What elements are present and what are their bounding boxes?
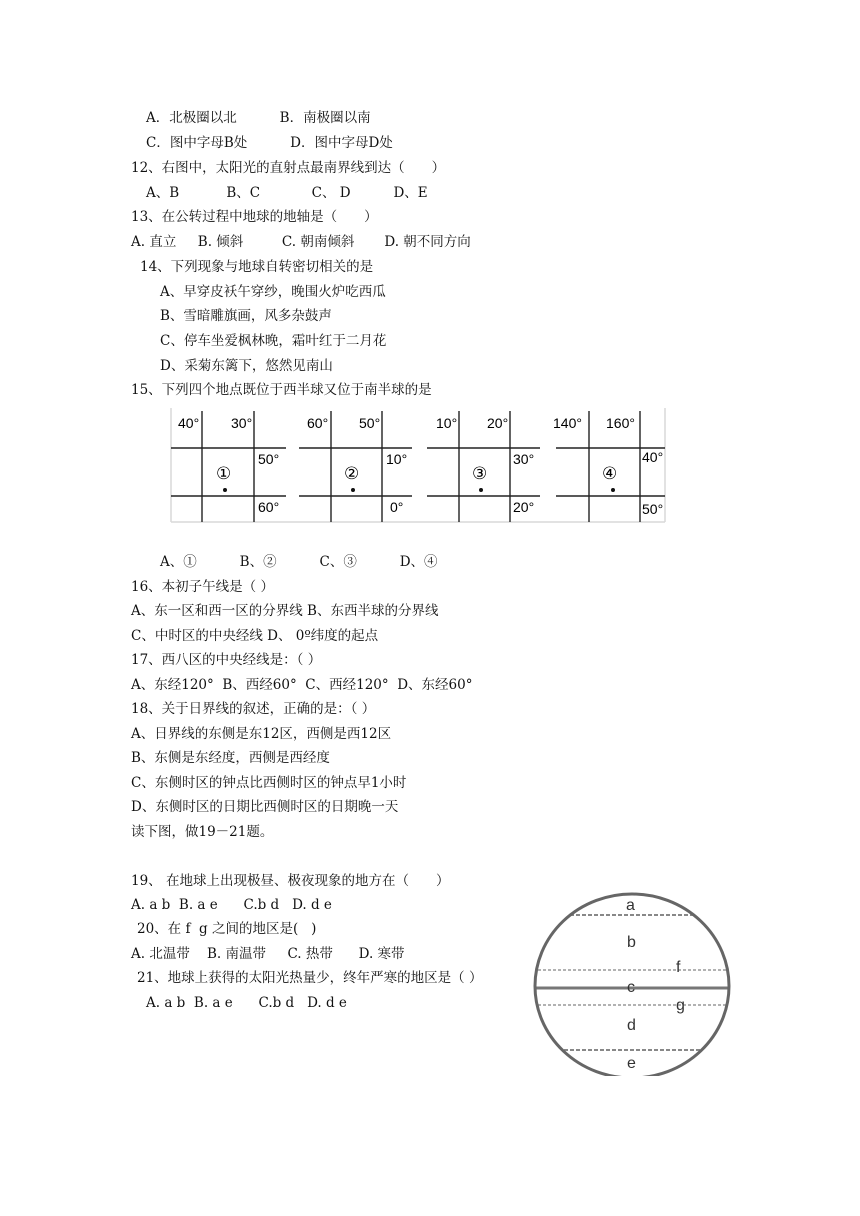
lon-label: 30° [231, 415, 253, 431]
lat-label: 40° [642, 449, 664, 465]
lon-label: 20° [487, 415, 509, 431]
lon-label: 160° [606, 415, 635, 431]
option-line: A. 直立 B. 倾斜 C. 朝南倾斜 D. 朝不同方向 [131, 234, 471, 250]
option-line: A. a b B. a e C.b d D. d e [131, 897, 332, 913]
option-line: D、东侧时区的日期比西侧时区的日期晚一天 [131, 799, 399, 815]
option-line: A．北极圈以北 B．南极圈以南 [146, 110, 371, 126]
point-label: ① [216, 464, 232, 483]
question-19: 19、 在地球上出现极昼、极夜现象的地方在（ ） [131, 873, 450, 889]
zone-label-a: a [626, 897, 635, 914]
lat-label: 0° [390, 499, 404, 515]
question-13: 13、在公转过程中地球的地轴是（ ） [131, 209, 378, 225]
zone-label-c: c [627, 979, 635, 996]
question-20: 20、在 f g 之间的地区是( ) [137, 921, 317, 937]
lat-label: 20° [513, 499, 535, 515]
zone-label-f: f [676, 959, 681, 976]
option-line: B、雪暗雕旗画，风多杂鼓声 [160, 308, 332, 324]
lon-label: 140° [553, 415, 582, 431]
point-label: ④ [602, 464, 618, 483]
option-line: A. 北温带 B. 南温带 C. 热带 D. 寒带 [131, 946, 405, 962]
lon-label: 50° [359, 415, 381, 431]
lat-label: 10° [386, 451, 408, 467]
option-line: A、日界线的东侧是东12区，西侧是西12区 [131, 726, 392, 742]
option-line: A. a b B. a e C.b d D. d e [146, 995, 347, 1011]
point-marker [223, 488, 227, 492]
question-14: 14、下列现象与地球自转密切相关的是 [140, 259, 374, 275]
point-label: ③ [472, 464, 488, 483]
globe-diagram [528, 890, 734, 1076]
question-12: 12、右图中，太阳光的直射点最南界线到达（ ） [131, 160, 446, 176]
option-line: C．图中字母B处 D．图中字母D处 [146, 135, 393, 151]
option-line: A、早穿皮袄午穿纱，晚围火炉吃西瓜 [160, 284, 386, 300]
point-marker [351, 488, 355, 492]
option-line: A、B B、C C、 D D、E [146, 185, 428, 201]
instruction-line: 读下图，做19－21题。 [131, 824, 274, 840]
lon-label: 10° [436, 415, 458, 431]
option-line: A、东一区和西一区的分界线 B、东西半球的分界线 [131, 603, 439, 619]
zone-label-e: e [627, 1055, 636, 1072]
zone-label-g: g [676, 997, 685, 1014]
point-marker [611, 488, 615, 492]
lon-label: 40° [178, 415, 200, 431]
option-line: A、① B、② C、③ D、④ [160, 554, 438, 570]
zone-label-d: d [627, 1017, 636, 1034]
question-16: 16、本初子午线是（ ） [131, 579, 274, 595]
option-line: A、东经120° B、西经60° C、西经120° D、东经60° [131, 677, 473, 693]
point-marker [479, 488, 483, 492]
lon-label: 60° [307, 415, 329, 431]
point-label: ② [344, 464, 360, 483]
question-18: 18、关于日界线的叙述，正确的是：（ ） [131, 701, 376, 717]
zone-label-b: b [627, 934, 636, 951]
lat-label: 30° [513, 451, 535, 467]
option-line: C、停车坐爱枫林晚，霜叶红于二月花 [160, 333, 387, 349]
latlon-grid-figure [168, 406, 668, 526]
lat-label: 50° [258, 451, 280, 467]
lat-label: 50° [642, 501, 664, 517]
option-line: C、中时区的中央经线 D、 0º纬度的起点 [131, 628, 379, 644]
option-line: B、东侧是东经度，西侧是西经度 [131, 750, 330, 766]
option-line: D、采菊东篱下，悠然见南山 [160, 358, 333, 374]
option-line: C、东侧时区的钟点比西侧时区的钟点早1小时 [131, 775, 407, 791]
question-21: 21、地球上获得的太阳光热量少，终年严寒的地区是（ ） [137, 970, 483, 986]
question-15: 15、下列四个地点既位于西半球又位于南半球的是 [131, 382, 432, 398]
lat-label: 60° [258, 499, 280, 515]
question-17: 17、西八区的中央经线是：（ ） [131, 652, 322, 668]
